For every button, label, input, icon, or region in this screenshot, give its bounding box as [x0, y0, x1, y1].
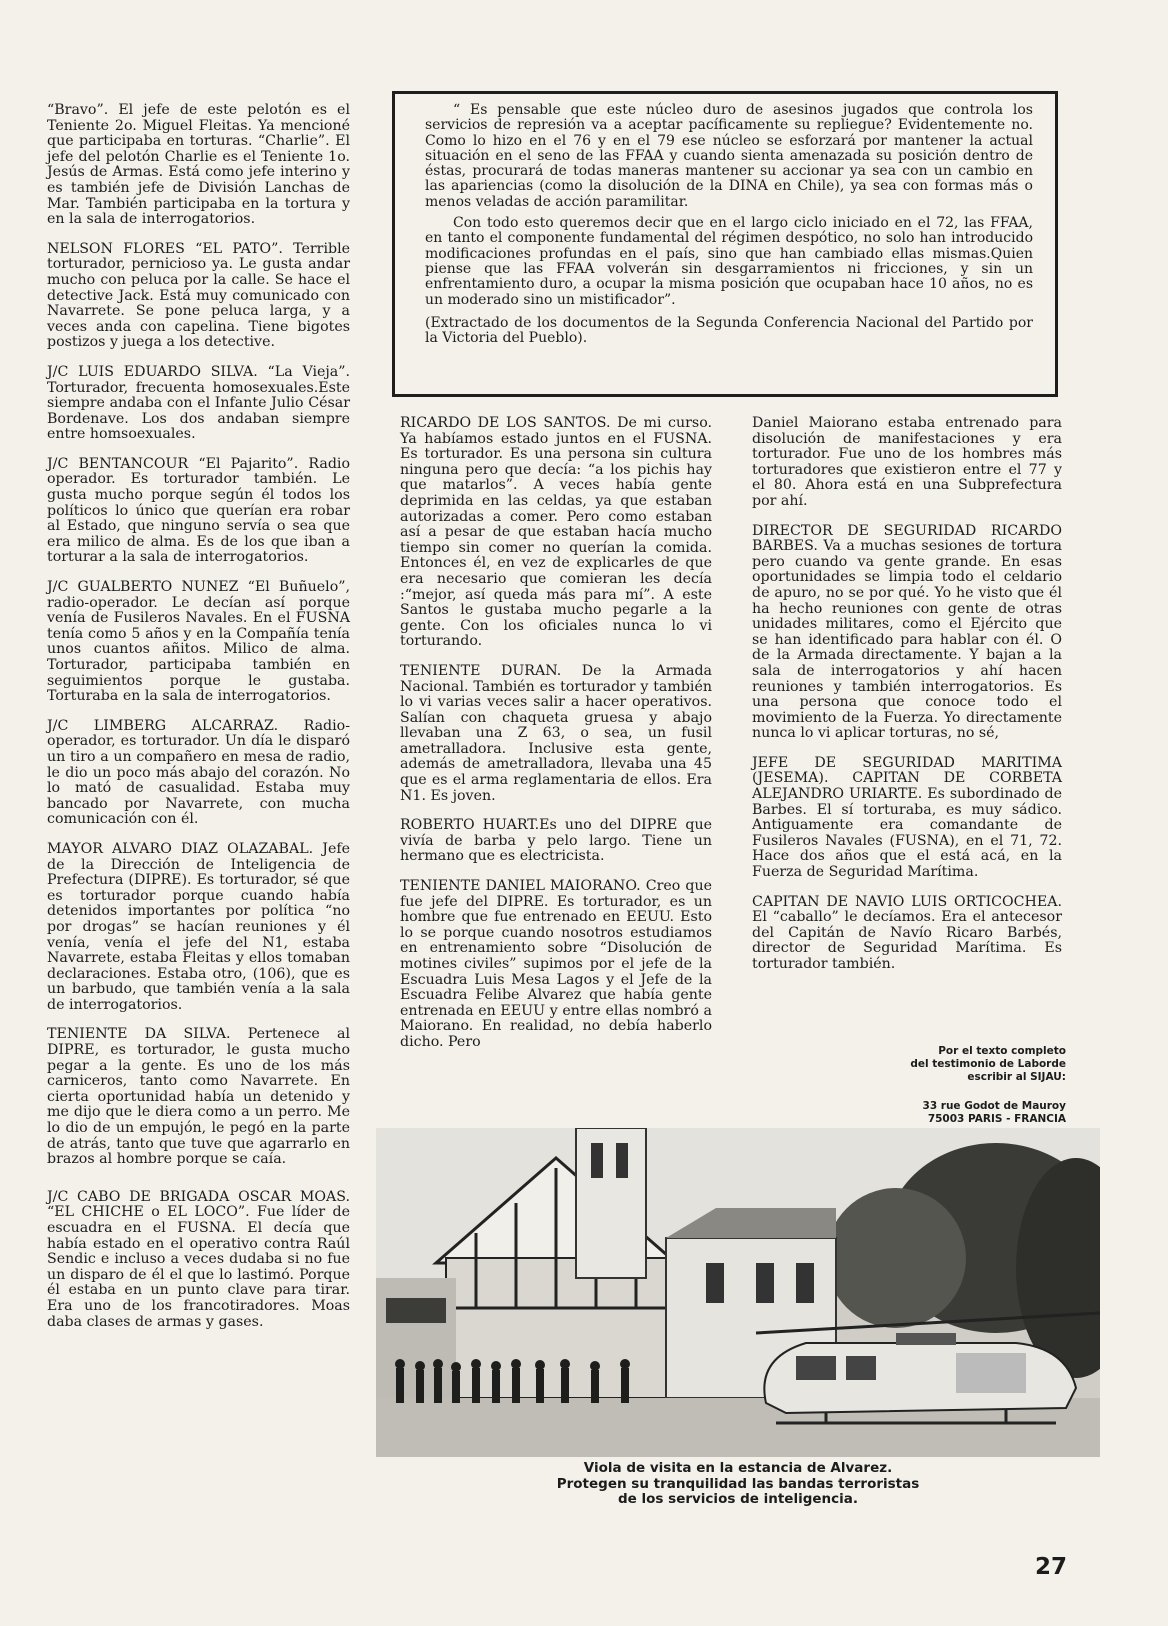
notice-line: escribir al SIJAU: [967, 1071, 1066, 1083]
paragraph: TENIENTE DANIEL MAIORANO. Creo que fue jefe del DIPRE. Es torturador, es un hombre que fue entrenado en EEUU. Esto lo se porque cuando nosotros estudiamos en entrenamiento sobre “Disolución de motines civiles” supimos por el jefe de la Escuadra Luis Mesa Lagos y el Jefe de la Escuadra Felibe Alvarez que había gente entrenada en EEUU y entre ellas nombró a Maiorano. En realidad, no debía haberlo dicho. Pero [400, 878, 712, 1050]
paragraph: NELSON FLORES “EL PATO”. Terrible torturador, pernicioso ya. Le gusta andar mucho con peluca por la calle. Se hace el detective Jack. Está muy comunicado con Navarrete. Se pone peluca larga, y a veces anda con capelina. Tiene bigotes postizos y juega a los detective. [47, 240, 350, 351]
page-number: 27 [1035, 1554, 1068, 1580]
paragraph: TENIENTE DURAN. De la Armada Nacional. También es torturador y también lo vi varias veces salir a hacer operativos. Salían con chaqueta gruesa y abajo llevaban una Z 63, o sea, un fusil ametralladora. Inclusive esta gente, además de ametralladora, llevaba una 45 que es el arma reglamentaria de ellos. Era N1. Es joven. [400, 662, 712, 804]
photo-caption [376, 1461, 1100, 1508]
paragraph: ROBERTO HUART.Es uno del DIPRE que vivía de barba y pelo largo. Tiene un hermano que es electricista. [400, 817, 712, 865]
paragraph: MAYOR ALVARO DIAZ OLAZABAL. Jefe de la Dirección de Inteligencia de Prefectura (DIPRE). Es torturador, sé que es torturador porque cuando había detenidos importantes por política “no por drogas” se hacían reuniones y él venía, venía el jefe del N1, estaba Navarrete, estaba Fleitas y ellos tomaban declaraciones. Estaba otro, (106), que es un barbudo, que también venía a la sala de interrogatorios. [47, 840, 350, 1013]
paragraph: TENIENTE DA SILVA. Pertenece al DIPRE, es torturador, le gusta mucho pegar a la gente. Es uno de los más carniceros, tanto como Navarrete. En cierta oportunidad había un detenido y me dijo que le diera como a un perro. Me lo dio de un empujón, le pegó en la parte de atrás, tanto que tuve que agarrarlo en brazos al hombre porque se caía. [47, 1026, 350, 1168]
notice-line: del testimonio de Laborde [910, 1058, 1066, 1070]
paragraph: J/C BENTANCOUR “El Pajarito”. Radio operador. Es torturador también. Le gusta mucho porque según él todos los políticos lo único que querían era robar al Estado, que ninguno servía o sea que era milico de alma. Es de los que iban a torturar a la sala de interrogatorios. [47, 455, 350, 566]
paragraph: J/C LUIS EDUARDO SILVA. “La Vieja”. Torturador, frecuenta homosexuales.Este siempre andaba con el Infante Julio César Bordenave. Los dos andaban siempre entre homsoexuales. [47, 363, 350, 443]
paragraph: J/C LIMBERG ALCARRAZ. Radio-operador, es torturador. Un día le disparó un tiro a un compañero en mesa de radio, le dio un poco más abajo del corazón. No lo mató de casualidad. Estaba muy bancado por Navarrete, con mucha comunicación con él. [47, 717, 350, 828]
paragraph: JEFE DE SEGURIDAD MARITIMA (JESEMA). CAPITAN DE CORBETA ALEJANDRO URIARTE. Es subordinado de Barbes. El sí torturaba, es muy sádico. Antiguamente era comandante de Fusileros Navales (FUSNA), en el 71, 72. Hace dos años que el está acá, en la Fuerza de Seguridad Marítima. [752, 754, 1062, 881]
left-column [47, 103, 350, 1344]
paragraph: “Bravo”. El jefe de este pelotón es el Teniente 2o. Miguel Fleitas. Ya mencioné que participaba en torturas. “Charlie”. El jefe del pelotón Charlie es el Teniente 1o. Jesús de Armas. Está como jefe interino y es también jefe de División Lanchas de Mar. También participaba en la tortura y en la sala de interrogatorios. [47, 102, 350, 228]
quote-paragraph: “ Es pensable que este núcleo duro de asesinos jugados que controla los servicios de represión va a aceptar pacíficamente su repliegue? Evidentemente no. Como lo hizo en el 76 y en el 79 ese núcleo se esforzará por mantener la actual situación en el seno de las FFAA y cuando sienta amenazada su posición dentro de éstas, procurará de todas maneras mantener su accionar ya sea con un cambio en las apariencias (como la disolución de la DINA en Chile), ya sea con formas más o menos veladas de acción paramilitar. [425, 102, 1033, 210]
notice-address: 33 rue Godot de Mauroy [922, 1100, 1066, 1112]
paragraph: J/C CABO DE BRIGADA OSCAR MOAS. “EL CHICHE o EL LOCO”. Fue líder de escuadra en el FUSNA. El decía que había estado en el operativo contra Raúl Sendic e incluso a veces dudaba si no fue un disparo de él el que lo lastimó. Porque él estaba en un punto clave para tirar. Era uno de los francotiradores. Moas daba clases de armas y gases. [47, 1188, 350, 1330]
paragraph: RICARDO DE LOS SANTOS. De mi curso. Ya habíamos estado juntos en el FUSNA. Es torturador. Es una persona sin cultura ninguna pero que decía: “a los pichis hay que matarlos”. A veces había gente deprimida en las celdas, ya que estaban autorizadas a comer. Pero como estaban así a pesar de que estaban hacía mucho tiempo sin comer no querían la comida. Entonces él, en vez de explicarles de que era necesario que comieran les decía :“mejor, así queda más para mí”. A este Santos le gustaba mucho pegarle a la gente. Con los oficiales nunca lo vi torturando. [400, 415, 712, 650]
paragraph: CAPITAN DE NAVIO LUIS ORTICOCHEA. El “caballo” le decíamos. Era el antecesor del Capitán de Navío Ricaro Barbés, director de Seguridad Marítima. Es torturador también. [752, 893, 1062, 972]
caption-line: de los servicios de inteligencia. [618, 1491, 858, 1507]
contact-notice [860, 1045, 1066, 1126]
caption-line: Protegen su tranquilidad las bandas terroristas [556, 1475, 920, 1492]
paragraph: J/C GUALBERTO NUNEZ “El Buñuelo”, radio-operador. Le decían así porque venía de Fusileros Navales. En el FUSNA tenía como 5 años y en la Compañía tenía unos cuantos añitos. Milico de alma. Torturador, participaba también en seguimientos porque le gustaba. Torturaba en la sala de interrogatorios. [47, 579, 350, 705]
quote-box [392, 91, 1058, 397]
caption-line: Viola de visita en la estancia de Alvarez. [583, 1460, 893, 1476]
notice-line: Por el texto completo [938, 1045, 1066, 1057]
estancia-helicopter-photo [376, 1128, 1100, 1457]
quote-paragraph: Con todo esto queremos decir que en el largo ciclo iniciado en el 72, las FFAA, en tanto el componente fundamental del régimen despótico, no solo han introducido modificaciones profundas en el país, sino que han cambiado ellas mismas.Quien piense que las FFAA volverán sin desgarramientos ni fricciones, y sin un enfrentamiento duro, a ocupar la misma posición que ocupaban hace 10 años, no es un moderado sino un mistificador”. [425, 215, 1033, 308]
quote-source: (Extractado de los documentos de la Segunda Conferencia Nacional del Partido por la Victoria del Pueblo). [425, 314, 1033, 347]
right-column [752, 416, 1062, 987]
notice-address: 75003 PARIS - FRANCIA [927, 1113, 1066, 1125]
middle-column [400, 416, 712, 1065]
paragraph: DIRECTOR DE SEGURIDAD RICARDO BARBES. Va a muchas sesiones de tortura pero cuando va gente grande. En esas oportunidades se limpia todo el celdario de apuro, no se por qué. Yo he visto que él ha hecho reuniones con gente de otras unidades militares, como el Ejército que se han identificado para hablar con él. O de la Armada directamente. Y bajan a la sala de interrogatorios y ahí hacen reuniones y también interrogatorios. Es una persona que conoce todo el movimiento de la Fuerza. Yo directamente nunca lo vi aplicar torturas, no sé, [752, 522, 1062, 742]
paragraph: Daniel Maiorano estaba entrenado para disolución de manifestaciones y era torturador. Fue uno de los hombres más torturadores que existieron entre el 77 y el 80. Ahora está en una Subprefectura por ahí. [752, 415, 1062, 509]
